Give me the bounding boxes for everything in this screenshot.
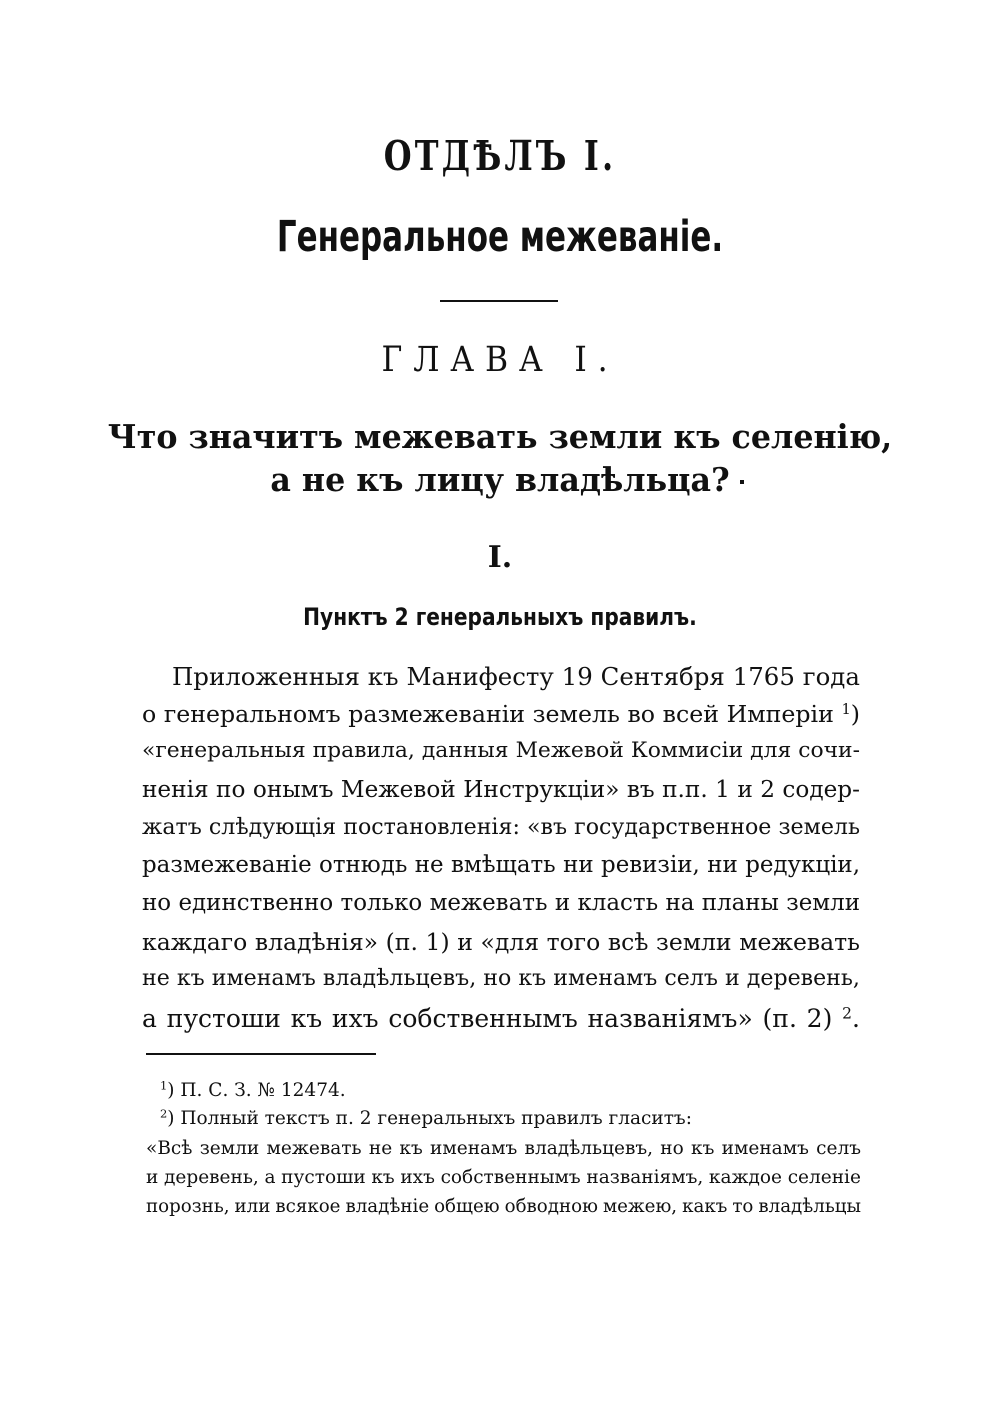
- footnote-word: къ: [371, 1167, 395, 1188]
- footnote-word: селъ: [816, 1138, 861, 1159]
- footnote-1: [160, 1080, 875, 1110]
- footnote-2-quote-line-2: [146, 1167, 861, 1197]
- body-line-3: [142, 738, 860, 776]
- body-word: земель: [532, 700, 620, 728]
- body-word: межевать: [429, 890, 548, 916]
- body-word: Межевой: [340, 776, 456, 803]
- body-word: государственное: [574, 814, 772, 840]
- body-word: «для: [480, 928, 540, 956]
- body-word: не: [414, 852, 444, 878]
- body-word: класть: [577, 890, 659, 916]
- body-line-4: [142, 776, 860, 814]
- body-word: каждаго: [142, 928, 248, 956]
- body-word: земли: [656, 928, 732, 956]
- chapter-question-line-2: а не къ лицу владѣльца?: [270, 460, 730, 499]
- body-word: редукціи,: [745, 852, 860, 878]
- body-word: Приложенныя: [172, 662, 360, 691]
- body-word: Инструкціи»: [463, 776, 620, 803]
- body-line-9: [142, 966, 860, 1004]
- body-word: 2): [806, 1004, 833, 1033]
- body-line-7: [142, 890, 860, 928]
- body-word: Манифесту: [406, 662, 554, 691]
- body-word: ненія: [142, 776, 209, 803]
- body-word: Коммисіи: [630, 738, 744, 763]
- footnote-word: селеніе: [787, 1167, 861, 1188]
- body-word: (п.: [385, 928, 418, 956]
- body-line-2: [142, 700, 860, 738]
- body-word: на: [665, 890, 695, 916]
- footnote-ref-2: $^2$.: [842, 1004, 860, 1033]
- footnote-word: какъ: [682, 1196, 728, 1217]
- footnote-2-quote-line-3: [146, 1196, 861, 1226]
- body-line-8: [142, 928, 860, 966]
- title-divider: [440, 300, 558, 302]
- footnote-word: межею,: [602, 1196, 678, 1217]
- footnote-word: именамъ: [721, 1138, 809, 1159]
- body-word: Имперіи: [726, 700, 834, 728]
- body-word: 1765: [732, 662, 795, 691]
- body-word: земель: [778, 814, 860, 840]
- footnote-word: обводною: [504, 1196, 598, 1217]
- body-word: того: [546, 928, 601, 956]
- body-word: по: [216, 776, 246, 803]
- footnote-word: ихъ: [400, 1167, 435, 1188]
- body-word: всей: [662, 700, 719, 728]
- body-word: 2: [760, 776, 775, 803]
- body-word: слѣдующія: [208, 814, 337, 840]
- footnote-word: собственнымъ: [440, 1167, 581, 1188]
- body-word: во: [627, 700, 656, 728]
- body-word: и: [737, 776, 753, 803]
- footnote-word: не: [368, 1138, 393, 1159]
- footnote-2: [160, 1108, 875, 1138]
- body-word: ревизіи,: [601, 852, 700, 878]
- body-word: «въ: [527, 814, 568, 840]
- body-word: содер-: [782, 776, 860, 803]
- body-word: данныя: [421, 738, 509, 763]
- body-word: (п.: [762, 1004, 797, 1033]
- body-word: межевать: [739, 928, 860, 956]
- body-word: сочи-: [798, 738, 860, 763]
- footnote-word: пустоши: [281, 1167, 366, 1188]
- body-word: пустоши: [166, 1004, 281, 1033]
- body-word: правила,: [312, 738, 415, 763]
- footnote-word: межевать: [266, 1138, 362, 1159]
- footnote-word: владѣніе: [345, 1196, 430, 1217]
- part-number: I.: [487, 540, 513, 575]
- body-word: собственнымъ: [388, 1004, 578, 1033]
- part-title: Пунктъ 2 генеральныхъ правилъ.: [303, 603, 697, 631]
- body-word: единственно: [178, 890, 334, 916]
- body-word: Межевой: [515, 738, 624, 763]
- body-word: отнюдь: [319, 852, 408, 878]
- footnote-word: и: [146, 1167, 159, 1188]
- body-word: вмѣщать: [450, 852, 556, 878]
- body-word: и: [457, 928, 473, 956]
- footnote-word: порознь,: [146, 1196, 230, 1217]
- section-title: ОТДѢЛЪ I.: [383, 132, 617, 180]
- body-word: къ: [367, 662, 399, 691]
- body-word: планы: [701, 890, 779, 916]
- footnote-word: владѣльцы: [758, 1196, 861, 1217]
- print-speck: [740, 480, 744, 484]
- footnote-2-quote-line-1: [146, 1138, 861, 1168]
- body-word: для: [750, 738, 792, 763]
- chapter-title: ГЛАВА I.: [381, 340, 619, 380]
- footnote-divider: [146, 1053, 376, 1055]
- footnote-word: къ: [399, 1138, 423, 1159]
- body-word: селъ: [664, 966, 718, 991]
- footnote-word: то: [732, 1196, 754, 1217]
- body-word: ихъ: [331, 1004, 379, 1033]
- body-line-5: [142, 814, 860, 852]
- body-word: ни: [563, 852, 594, 878]
- footnote-word: или: [234, 1196, 271, 1217]
- body-word: онымъ: [252, 776, 334, 803]
- body-word: ни: [707, 852, 738, 878]
- body-word: владѣнія»: [254, 928, 379, 956]
- body-line-6: [142, 852, 860, 890]
- footnote-2-text: ) Полный текстъ п. 2 генеральныхъ правилъ гласитъ:: [167, 1108, 692, 1129]
- footnote-word: «Всѣ: [146, 1138, 193, 1159]
- body-word: «генеральныя: [142, 738, 306, 763]
- footnote-word: но: [660, 1138, 684, 1159]
- footnote-word: именамъ: [430, 1138, 518, 1159]
- body-word: всѣ: [607, 928, 649, 956]
- footnote-word: названіямъ,: [586, 1167, 704, 1188]
- section-subtitle: Генеральное межеваніе.: [276, 212, 724, 262]
- body-word: названіямъ»: [587, 1004, 753, 1033]
- footnote-word: деревень,: [164, 1167, 259, 1188]
- body-word: генеральномъ: [163, 700, 341, 728]
- body-word: къ: [176, 966, 205, 991]
- body-line-1: [172, 662, 860, 700]
- body-word: Сентября: [600, 662, 725, 691]
- footnote-1-marker: 1: [160, 1078, 168, 1093]
- body-word: не: [142, 966, 170, 991]
- body-word: къ: [518, 966, 547, 991]
- body-word: въ: [626, 776, 655, 803]
- body-word: къ: [290, 1004, 323, 1033]
- body-word: только: [340, 890, 423, 916]
- footnote-2-marker: 2: [160, 1106, 168, 1121]
- body-word: постановленія:: [343, 814, 520, 840]
- body-word: размежеваніе: [142, 852, 312, 878]
- footnote-word: общею: [434, 1196, 500, 1217]
- body-word: жатъ: [142, 814, 202, 840]
- body-word: но: [483, 966, 512, 991]
- body-word: 1: [715, 776, 730, 803]
- body-word: и: [725, 966, 740, 991]
- chapter-question-line-1: Что значитъ межевать земли къ селенію,: [107, 417, 893, 456]
- body-word: именамъ: [553, 966, 658, 991]
- body-word: и: [554, 890, 571, 916]
- body-word: года: [802, 662, 860, 691]
- body-word: а: [142, 1004, 157, 1033]
- body-word: деревень,: [746, 966, 860, 991]
- footnote-word: къ: [691, 1138, 715, 1159]
- body-word: но: [142, 890, 172, 916]
- body-word: о: [142, 700, 157, 728]
- body-word: 1): [425, 928, 450, 956]
- body-word: земли: [786, 890, 860, 916]
- body-word: владѣльцевъ,: [322, 966, 477, 991]
- body-word: размежеваніи: [348, 700, 526, 728]
- footnote-word: каждое: [708, 1167, 783, 1188]
- body-line-10: [142, 1004, 860, 1042]
- body-word: именамъ: [211, 966, 316, 991]
- footnote-1-text: ) П. С. З. № 12474.: [167, 1080, 346, 1101]
- footnote-word: а: [264, 1167, 276, 1188]
- footnote-word: владѣльцевъ,: [524, 1138, 654, 1159]
- body-word: п.п.: [662, 776, 708, 803]
- footnote-word: земли: [199, 1138, 260, 1159]
- body-word: 19: [561, 662, 593, 691]
- footnote-word: всякое: [275, 1196, 341, 1217]
- footnote-ref-1: $^1$): [841, 700, 860, 728]
